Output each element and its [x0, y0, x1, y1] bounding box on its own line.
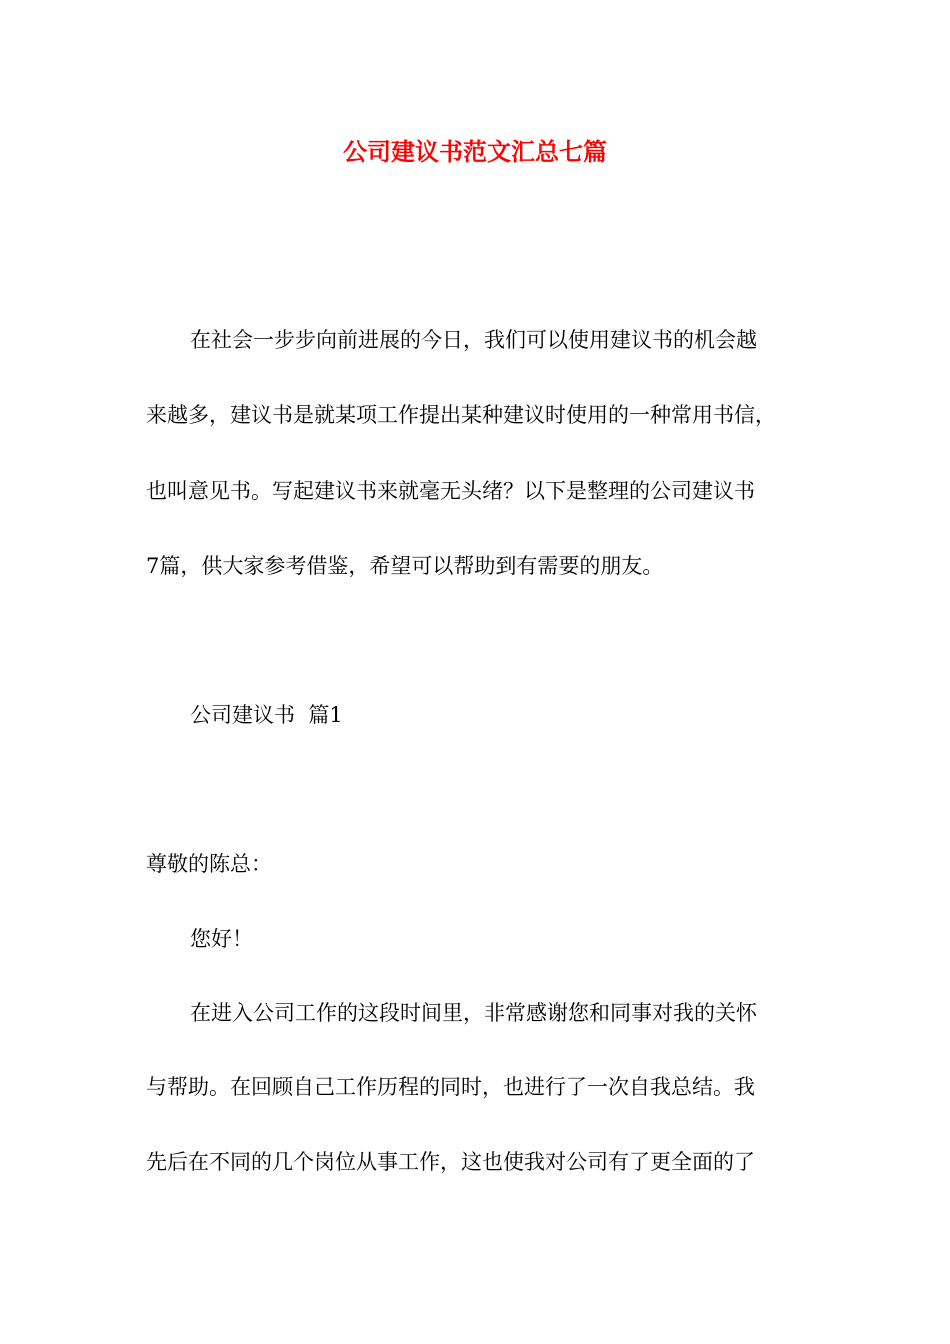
salutation: 尊敬的陈总：	[146, 852, 272, 876]
body-line-1: 在进入公司工作的这段时间里，非常感谢您和同事对我的关怀	[190, 1001, 757, 1025]
intro-line-2: 来越多，建议书是就某项工作提出某种建议时使用的一种常用书信，	[146, 403, 776, 427]
intro-line-4: 7篇，供大家参考借鉴，希望可以帮助到有需要的朋友。	[146, 554, 664, 578]
intro-line-1: 在社会一步步向前进展的今日，我们可以使用建议书的机会越	[190, 328, 757, 352]
document-title: 公司建议书范文汇总七篇	[343, 137, 607, 166]
body-line-2: 与帮助。在回顾自己工作历程的同时，也进行了一次自我总结。我	[146, 1075, 755, 1099]
section-heading: 公司建议书 篇1	[190, 703, 343, 727]
greeting: 您好！	[190, 927, 253, 951]
intro-line-3: 也叫意见书。写起建议书来就毫无头绪？以下是整理的公司建议书	[146, 479, 755, 503]
body-line-3: 先后在不同的几个岗位从事工作，这也使我对公司有了更全面的了	[146, 1150, 755, 1174]
